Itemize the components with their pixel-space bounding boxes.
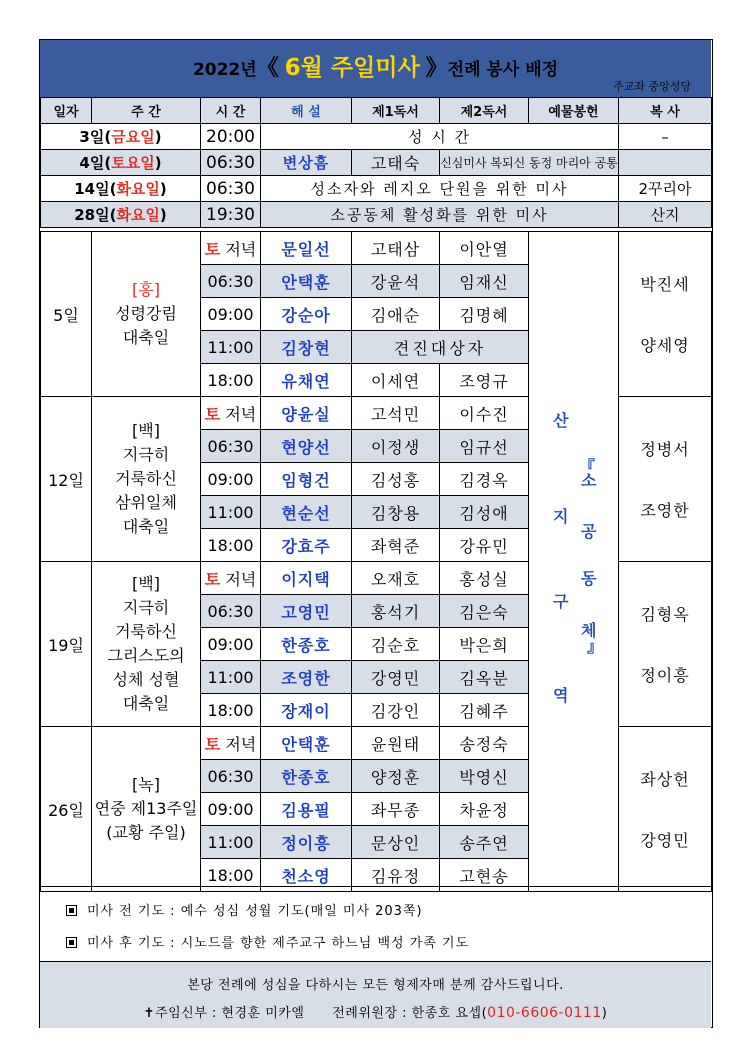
saturday-marker: 토	[204, 239, 221, 259]
offering-cell	[529, 232, 619, 892]
weekday-text: 화요일	[116, 180, 160, 198]
offering-char: 역	[553, 685, 569, 705]
prayer-notes	[40, 886, 711, 961]
commentator-cell: 조영한	[261, 661, 352, 694]
column-header: 복 사	[619, 98, 712, 124]
time-cell: 09:00	[201, 298, 261, 331]
column-header: 제1독서	[352, 98, 440, 124]
special-mass-row	[41, 150, 712, 176]
column-header: 예물봉헌	[529, 98, 619, 124]
feast-name-line: 지극히	[122, 445, 170, 464]
time-cell: 19:30	[201, 202, 261, 228]
saturday-marker: 토	[204, 404, 221, 424]
description-cell: 소공동체 활성화를 위한 미사	[261, 202, 619, 228]
mass-row	[41, 232, 712, 265]
server-name: 양세영	[640, 336, 690, 355]
reader2-cell: 임재신	[440, 265, 529, 298]
feast-name-line: 성체 성혈	[112, 670, 180, 689]
time-cell	[201, 397, 261, 430]
sunday-date-cell: 26일	[41, 727, 92, 892]
reader2-cell: 박은희	[440, 628, 529, 661]
liturgical-color: [백]	[132, 421, 160, 440]
server-name: 박진세	[640, 275, 690, 294]
feast-name-line: 대축일	[122, 694, 170, 713]
reader2-cell: 차윤정	[440, 793, 529, 826]
reader1-cell: 좌혁준	[352, 529, 440, 562]
description-cell: 성소자와 레지오 단원을 위한 미사	[261, 176, 619, 202]
date-cell	[41, 202, 201, 228]
feast-cell	[92, 397, 201, 562]
time-cell: 18:00	[201, 529, 261, 562]
time-cell: 18:00	[201, 694, 261, 727]
time-cell: 11:00	[201, 661, 261, 694]
time-cell: 11:00	[201, 496, 261, 529]
reader1-cell: 김애순	[352, 298, 440, 331]
prayer-after-text: 미사 후 기도 : 시노드를 향한 제주교구 하느님 백성 가족 기도	[87, 936, 470, 951]
server-name: 정이흥	[640, 666, 690, 685]
reader1-cell: 고태숙	[352, 150, 440, 176]
pastor-name: 주임신부 : 현경훈 미카엘	[155, 1006, 305, 1021]
parish-name: 주교좌 중앙성당	[613, 80, 691, 93]
reader2-cell: 조영규	[440, 364, 529, 397]
reader1-cell: 김유정	[352, 859, 440, 892]
column-header: 제2독서	[440, 98, 529, 124]
offering-char: 소	[581, 470, 597, 490]
time-cell: 06:30	[201, 760, 261, 793]
special-mass-row	[41, 124, 712, 150]
title-year: 2022년	[192, 60, 257, 80]
feast-name-line: 삼위일체	[115, 493, 177, 512]
feast-cell	[92, 727, 201, 892]
reader1-cell: 김성홍	[352, 463, 440, 496]
reader2-cell: 김성애	[440, 496, 529, 529]
reader2-cell: 김옥분	[440, 661, 529, 694]
time-cell: 09:00	[201, 463, 261, 496]
reader2-cell: 박영신	[440, 760, 529, 793]
special-mass-row	[41, 202, 712, 228]
server-cell: –	[619, 124, 712, 150]
servers-cell	[619, 727, 712, 892]
date-text: 4일(	[79, 154, 112, 172]
date-cell	[41, 150, 201, 176]
reader2-cell: 김명혜	[440, 298, 529, 331]
server-cell: 산지	[619, 202, 712, 228]
prayer-before-text: 미사 전 기도 : 예수 성심 성월 기도(매일 미사 203쪽)	[87, 904, 423, 919]
feast-name-line: 거룩하신	[115, 469, 177, 488]
schedule-sheet	[39, 39, 713, 1028]
reader2-cell: 이안열	[440, 232, 529, 265]
prayer-before	[66, 900, 423, 919]
commentator-cell: 임형건	[261, 463, 352, 496]
footer	[40, 961, 711, 1028]
commentator-cell: 문일선	[261, 232, 352, 265]
date-end-text: )	[159, 206, 167, 224]
feast-name-line: 대축일	[122, 328, 170, 347]
column-header: 시 간	[201, 98, 261, 124]
reader1-cell: 좌무종	[352, 793, 440, 826]
reader1-cell: 김창용	[352, 496, 440, 529]
server-cell	[619, 150, 712, 176]
commentator-cell: 한종호	[261, 760, 352, 793]
saturday-marker: 토	[204, 734, 221, 754]
time-cell: 06:30	[201, 265, 261, 298]
time-cell: 11:00	[201, 331, 261, 364]
sunday-date-cell: 12일	[41, 397, 92, 562]
server-name: 조영한	[640, 501, 690, 520]
feast-name-line: 연중 제13주일	[94, 799, 198, 818]
title-close-bracket: 》	[425, 56, 448, 81]
offering-char: 『	[579, 456, 596, 476]
description-cell: 신심미사 복되신 동정 마리아 공통	[440, 150, 619, 176]
title-bar	[40, 40, 711, 98]
server-name: 좌상헌	[640, 770, 690, 789]
reader1-cell: 고태삼	[352, 232, 440, 265]
page-title	[40, 49, 711, 82]
commentator-cell: 양윤실	[261, 397, 352, 430]
date-text: 28일(	[74, 206, 117, 224]
special-mass-row	[41, 176, 712, 202]
reader1-cell: 김강인	[352, 694, 440, 727]
sunday-date-cell: 5일	[41, 232, 92, 397]
feast-cell	[92, 232, 201, 397]
reader1-cell: 김순호	[352, 628, 440, 661]
saturday-marker: 토	[204, 569, 221, 589]
commentator-cell: 강순아	[261, 298, 352, 331]
reader2-cell: 임규선	[440, 430, 529, 463]
commentator-cell: 한종호	[261, 628, 352, 661]
time-cell: 09:00	[201, 628, 261, 661]
offering-char: 산	[553, 410, 569, 430]
feast-name-line: 지극히	[122, 598, 170, 617]
reader2-cell: 송주연	[440, 826, 529, 859]
reader1-cell: 강영민	[352, 661, 440, 694]
reader2-cell: 이수진	[440, 397, 529, 430]
reader1-cell: 이정생	[352, 430, 440, 463]
chair-end: )	[601, 1006, 608, 1021]
commentator-cell: 정이흥	[261, 826, 352, 859]
servers-cell	[619, 397, 712, 562]
weekday-text: 금요일	[111, 128, 155, 146]
commentator-cell: 현양선	[261, 430, 352, 463]
thanks-message: 본당 전례에 성심을 다하시는 모든 형제자매 분께 감사드립니다.	[187, 978, 564, 993]
offering-char: 구	[553, 591, 569, 611]
reader1-cell: 오재호	[352, 562, 440, 595]
commentator-cell: 김창현	[261, 331, 352, 364]
server-cell: 2꾸리아	[619, 176, 712, 202]
title-highlight: 6월 주일미사	[284, 55, 420, 81]
servers-cell	[619, 232, 712, 397]
reader1-cell: 양정훈	[352, 760, 440, 793]
chair-name: 전례위원장 : 한종호 요셉(	[332, 1006, 488, 1021]
square-bullet-icon	[66, 905, 77, 916]
reader1-cell: 홍석기	[352, 595, 440, 628]
liturgical-color: [홍]	[132, 280, 160, 299]
date-text: 3일(	[79, 128, 112, 146]
evening-label: 저녁	[225, 569, 257, 589]
offering-char: 동	[581, 568, 597, 588]
servers-cell	[619, 562, 712, 727]
reader2-cell: 김경옥	[440, 463, 529, 496]
cross-icon: ✝	[143, 1006, 156, 1021]
date-cell	[41, 176, 201, 202]
commentator-cell: 이지택	[261, 562, 352, 595]
time-cell	[201, 727, 261, 760]
feast-cell	[92, 562, 201, 727]
commentator-cell: 변상흠	[261, 150, 352, 176]
date-cell	[41, 124, 201, 150]
offering-vertical-text	[529, 236, 617, 888]
reader2-cell: 김혜주	[440, 694, 529, 727]
feast-name-line: 거룩하신	[115, 622, 177, 641]
commentator-cell: 강효주	[261, 529, 352, 562]
liturgical-color: [녹]	[132, 775, 160, 794]
reader1-cell: 문상인	[352, 826, 440, 859]
server-name: 김형옥	[640, 605, 690, 624]
header-row	[41, 98, 712, 124]
reader2-cell: 홍성실	[440, 562, 529, 595]
title-open-bracket: 《	[256, 56, 279, 81]
time-cell: 06:30	[201, 430, 261, 463]
commentator-cell: 장재이	[261, 694, 352, 727]
server-name: 강영민	[640, 831, 690, 850]
readers-merged-cell: 견진대상자	[352, 331, 529, 364]
reader1-cell: 윤원태	[352, 727, 440, 760]
reader1-cell: 이세연	[352, 364, 440, 397]
time-cell	[201, 562, 261, 595]
reader2-cell: 고현송	[440, 859, 529, 892]
description-cell: 성 시 간	[261, 124, 619, 150]
feast-name-line: 그리스도의	[107, 646, 185, 665]
server-name: 정병서	[640, 440, 690, 459]
commentator-cell: 유채연	[261, 364, 352, 397]
time-cell: 18:00	[201, 364, 261, 397]
reader1-cell: 강윤석	[352, 265, 440, 298]
column-header: 해 설	[261, 98, 352, 124]
time-cell: 06:30	[201, 595, 261, 628]
time-cell: 06:30	[201, 176, 261, 202]
weekday-text: 화요일	[116, 206, 160, 224]
feast-name-line: 성령강림	[115, 304, 177, 323]
contact-line	[40, 1002, 711, 1021]
reader1-cell: 고석민	[352, 397, 440, 430]
reader2-cell: 송정숙	[440, 727, 529, 760]
time-cell: 06:30	[201, 150, 261, 176]
date-text: 14일(	[74, 180, 117, 198]
title-rest: 전례 봉사 배정	[447, 60, 559, 80]
commentator-cell: 고영민	[261, 595, 352, 628]
weekday-text: 토요일	[111, 154, 155, 172]
offering-char: 』	[587, 636, 604, 656]
commentator-cell: 안택훈	[261, 265, 352, 298]
column-header: 주 간	[92, 98, 201, 124]
commentator-cell: 천소영	[261, 859, 352, 892]
feast-name-line: (교황 주일)	[106, 823, 186, 842]
offering-char: 공	[581, 521, 597, 541]
time-cell: 09:00	[201, 793, 261, 826]
commentator-cell: 현순선	[261, 496, 352, 529]
date-end-text: )	[154, 154, 162, 172]
date-end-text: )	[154, 128, 162, 146]
column-header: 일자	[41, 98, 92, 124]
chair-phone: 010-6606-0111	[487, 1005, 602, 1021]
square-bullet-icon	[66, 937, 77, 948]
evening-label: 저녁	[225, 239, 257, 259]
schedule-table	[40, 97, 712, 892]
sunday-date-cell: 19일	[41, 562, 92, 727]
feast-name-line: 대축일	[122, 517, 170, 536]
time-cell: 20:00	[201, 124, 261, 150]
evening-label: 저녁	[225, 404, 257, 424]
time-cell: 18:00	[201, 859, 261, 892]
reader2-cell: 강유민	[440, 529, 529, 562]
prayer-after	[66, 932, 469, 951]
date-end-text: )	[159, 180, 167, 198]
time-cell	[201, 232, 261, 265]
liturgical-color: [백]	[132, 574, 160, 593]
evening-label: 저녁	[225, 734, 257, 754]
commentator-cell: 안택훈	[261, 727, 352, 760]
commentator-cell: 김용필	[261, 793, 352, 826]
offering-char: 체	[581, 620, 597, 640]
reader2-cell: 김은숙	[440, 595, 529, 628]
time-cell: 11:00	[201, 826, 261, 859]
offering-char: 지	[553, 506, 569, 526]
